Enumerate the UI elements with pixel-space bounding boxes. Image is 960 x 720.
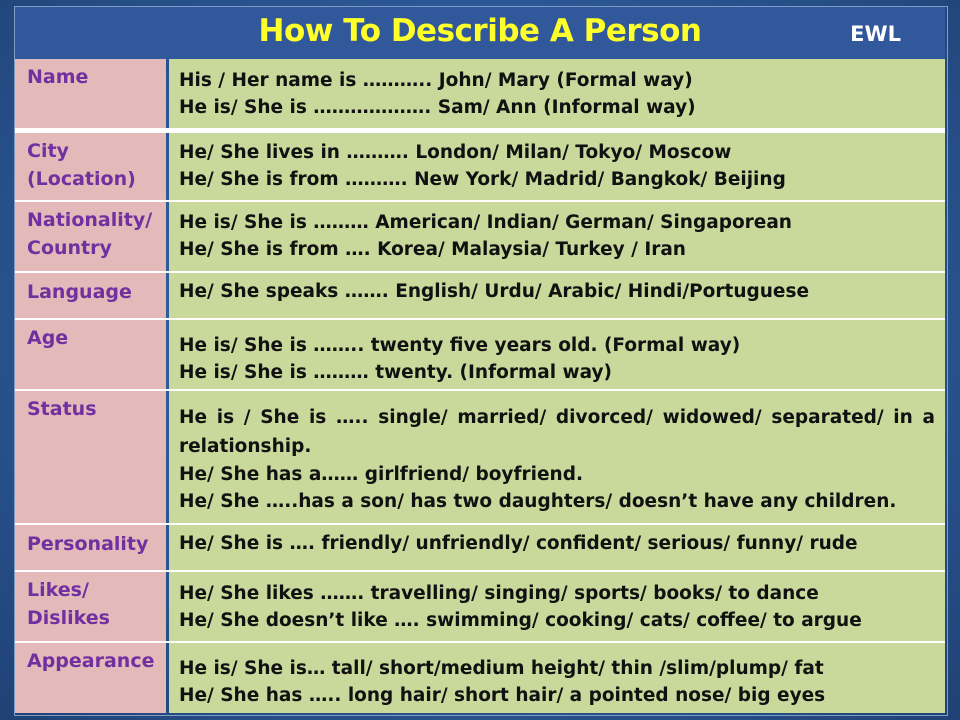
content-line: He/ She is …. friendly/ unfriendly/ confident/ serious/ funny/ rude	[179, 533, 858, 554]
page-title: How To Describe A Person	[258, 13, 702, 49]
label-line: Dislikes	[27, 607, 110, 629]
row-label-personality	[15, 525, 166, 570]
row-content-appearance	[169, 643, 945, 713]
table-row	[15, 320, 945, 389]
table-row	[15, 391, 945, 523]
content-line: He/ She lives in ………. London/ Milan/ Tokyo/ Moscow	[179, 142, 732, 163]
row-content-name	[169, 59, 945, 128]
table-frame	[14, 6, 948, 716]
content-line: He/ She has a…… girlfriend/ boyfriend.	[179, 464, 583, 485]
label-line: (Location)	[27, 168, 136, 190]
label-line: Name	[27, 66, 89, 88]
table-row	[15, 525, 945, 570]
table-row	[15, 59, 945, 128]
content-line: He is/ She is ………………. Sam/ Ann (Informal way)	[179, 97, 696, 118]
label-line: Language	[27, 281, 132, 303]
row-content-age	[169, 320, 945, 389]
row-label-appearance	[15, 643, 166, 713]
content-line: His / Her name is ……….. John/ Mary (Formal way)	[179, 70, 693, 91]
content-line: He/ She likes ……. travelling/ singing/ sports/ books/ to dance	[179, 583, 819, 604]
content-line: He/ She doesn’t like …. swimming/ cooking/ cats/ coffee/ to argue	[179, 610, 862, 631]
row-content-likes	[169, 572, 945, 641]
label-line: Personality	[27, 533, 149, 555]
label-line: Appearance	[27, 650, 155, 672]
content-line: He/ She …..has a son/ has two daughters/ doesn’t have any children.	[179, 491, 897, 512]
row-label-age	[15, 320, 166, 389]
content-line: He/ She has ….. long hair/ short hair/ a pointed nose/ big eyes	[179, 685, 826, 706]
table-row	[15, 273, 945, 318]
label-line: Nationality/	[27, 209, 153, 231]
row-content-city	[169, 133, 945, 200]
row-content-status	[169, 391, 945, 523]
content-line: He is/ She is ……… American/ Indian/ German/ Singaporean	[179, 212, 792, 233]
row-content-language	[169, 273, 945, 318]
row-label-status	[15, 391, 166, 523]
table-row	[15, 643, 945, 713]
table-row	[15, 133, 945, 200]
header-bar	[15, 7, 945, 59]
row-content-nationality	[169, 202, 945, 271]
label-line: City	[27, 140, 69, 162]
content-line: He/ She is from ………. New York/ Madrid/ Bangkok/ Beijing	[179, 169, 786, 190]
content-line: He is/ She is ……… twenty. (Informal way)	[179, 362, 613, 383]
label-line: Country	[27, 237, 112, 259]
ewl-badge: EWL	[850, 22, 901, 46]
content-line: He is/ She is… tall/ short/medium height/ thin /slim/plump/ fat	[179, 658, 824, 679]
content-line: He/ She is from …. Korea/ Malaysia/ Turkey / Iran	[179, 239, 686, 260]
content-line: He is/ She is …….. twenty five years old. (Formal way)	[179, 335, 741, 356]
table-row	[15, 572, 945, 641]
label-line: Likes/	[27, 579, 89, 601]
row-label-name	[15, 59, 166, 128]
label-line: Age	[27, 327, 69, 349]
content-line: He/ She speaks ……. English/ Urdu/ Arabic/ Hindi/Portuguese	[179, 281, 810, 302]
table-row	[15, 202, 945, 271]
row-label-likes	[15, 572, 166, 641]
row-label-city	[15, 133, 166, 200]
content-line: He is / She is ….. single/ married/ divorced/ widowed/ separated/ in a relationship.	[179, 407, 935, 457]
row-label-language	[15, 273, 166, 318]
row-label-nationality	[15, 202, 166, 271]
label-line: Status	[27, 398, 97, 420]
row-content-personality	[169, 525, 945, 570]
